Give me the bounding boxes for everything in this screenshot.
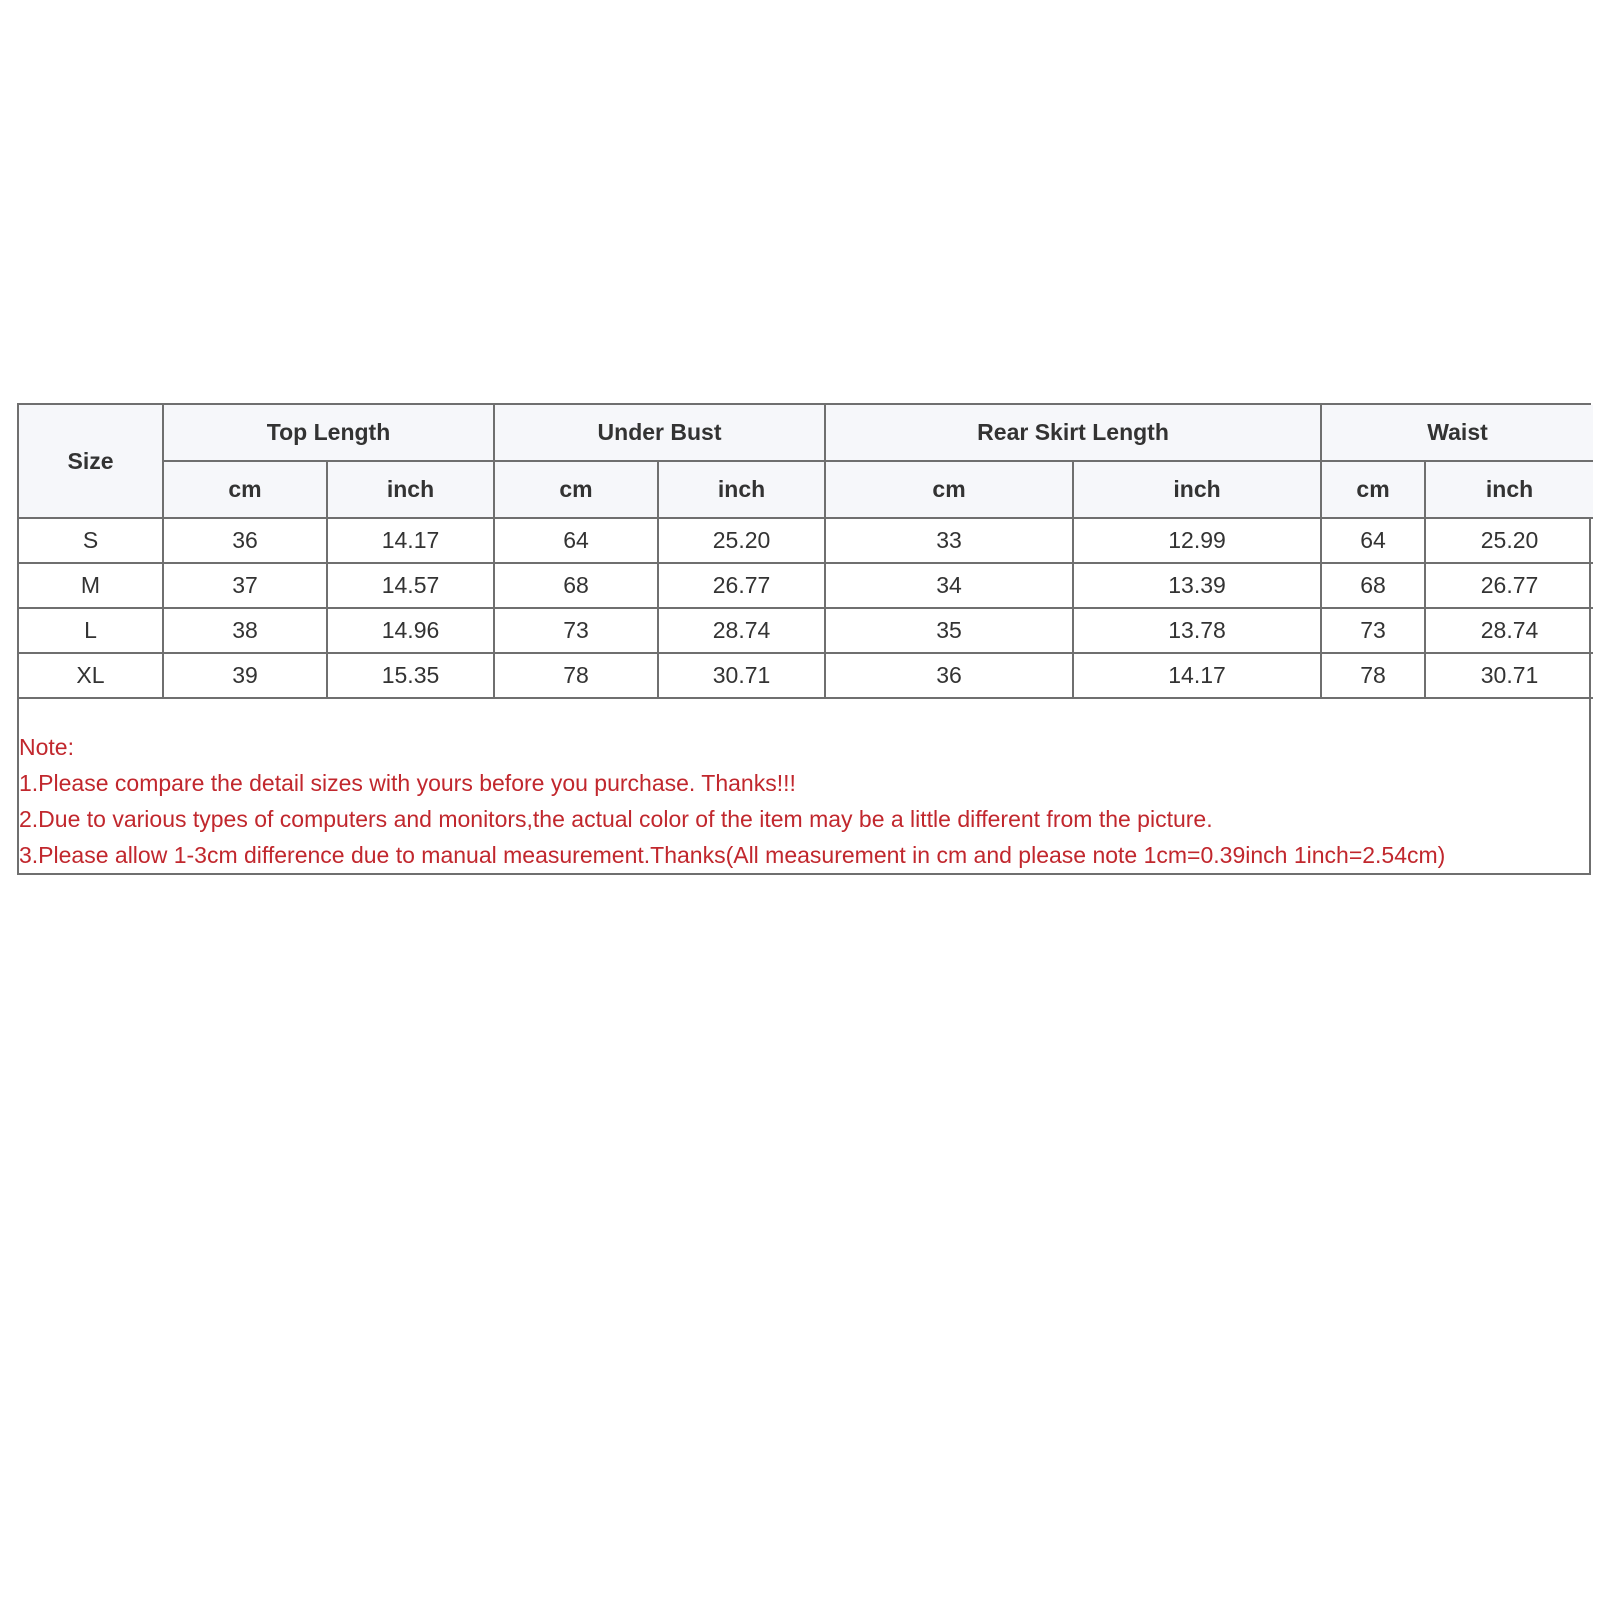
table-cell: 15.35 xyxy=(327,653,494,698)
unit-header: inch xyxy=(1073,461,1321,518)
table-row xyxy=(19,653,1593,698)
notes-section xyxy=(19,699,1589,873)
table-cell: 68 xyxy=(1321,563,1425,608)
table-cell: 28.74 xyxy=(658,608,825,653)
size-cell: XL xyxy=(19,653,163,698)
unit-header: inch xyxy=(327,461,494,518)
table-cell: 73 xyxy=(494,608,658,653)
size-table xyxy=(19,405,1593,699)
table-cell: 34 xyxy=(825,563,1073,608)
size-cell: M xyxy=(19,563,163,608)
unit-header-row xyxy=(19,461,1593,518)
group-header-waist: Waist xyxy=(1321,405,1593,461)
table-cell: 64 xyxy=(494,518,658,563)
unit-header: cm xyxy=(1321,461,1425,518)
table-row xyxy=(19,518,1593,563)
table-cell: 28.74 xyxy=(1425,608,1593,653)
table-cell: 73 xyxy=(1321,608,1425,653)
unit-header: cm xyxy=(825,461,1073,518)
table-cell: 64 xyxy=(1321,518,1425,563)
group-header-rear-skirt-length: Rear Skirt Length xyxy=(825,405,1321,461)
table-cell: 25.20 xyxy=(658,518,825,563)
table-cell: 78 xyxy=(1321,653,1425,698)
table-cell: 39 xyxy=(163,653,327,698)
table-cell: 13.39 xyxy=(1073,563,1321,608)
table-cell: 37 xyxy=(163,563,327,608)
table-cell: 36 xyxy=(163,518,327,563)
table-cell: 36 xyxy=(825,653,1073,698)
notes-title: Note: xyxy=(19,734,74,760)
table-cell: 33 xyxy=(825,518,1073,563)
unit-header: inch xyxy=(1425,461,1593,518)
table-cell: 38 xyxy=(163,608,327,653)
table-cell: 30.71 xyxy=(658,653,825,698)
table-cell: 78 xyxy=(494,653,658,698)
size-chart xyxy=(17,403,1591,875)
table-cell: 14.57 xyxy=(327,563,494,608)
group-header-row xyxy=(19,405,1593,461)
note-item: 2.Due to various types of computers and monitors,the actual color of the item may be a little different from the picture. xyxy=(19,806,1213,832)
size-cell: S xyxy=(19,518,163,563)
table-row xyxy=(19,563,1593,608)
group-header-top-length: Top Length xyxy=(163,405,494,461)
table-cell: 13.78 xyxy=(1073,608,1321,653)
note-item: 1.Please compare the detail sizes with yours before you purchase. Thanks!!! xyxy=(19,770,796,796)
table-cell: 26.77 xyxy=(1425,563,1593,608)
size-cell: L xyxy=(19,608,163,653)
table-cell: 14.17 xyxy=(327,518,494,563)
table-cell: 30.71 xyxy=(1425,653,1593,698)
table-cell: 68 xyxy=(494,563,658,608)
note-item: 3.Please allow 1-3cm difference due to manual measurement.Thanks(All measurement in cm and please note 1cm=0.39inch 1inch=2.54cm) xyxy=(19,842,1446,868)
table-cell: 26.77 xyxy=(658,563,825,608)
table-cell: 14.96 xyxy=(327,608,494,653)
table-cell: 35 xyxy=(825,608,1073,653)
table-cell: 12.99 xyxy=(1073,518,1321,563)
size-column-header: Size xyxy=(19,405,163,518)
table-row xyxy=(19,608,1593,653)
unit-header: cm xyxy=(494,461,658,518)
unit-header: inch xyxy=(658,461,825,518)
unit-header: cm xyxy=(163,461,327,518)
group-header-under-bust: Under Bust xyxy=(494,405,825,461)
table-cell: 14.17 xyxy=(1073,653,1321,698)
table-cell: 25.20 xyxy=(1425,518,1593,563)
